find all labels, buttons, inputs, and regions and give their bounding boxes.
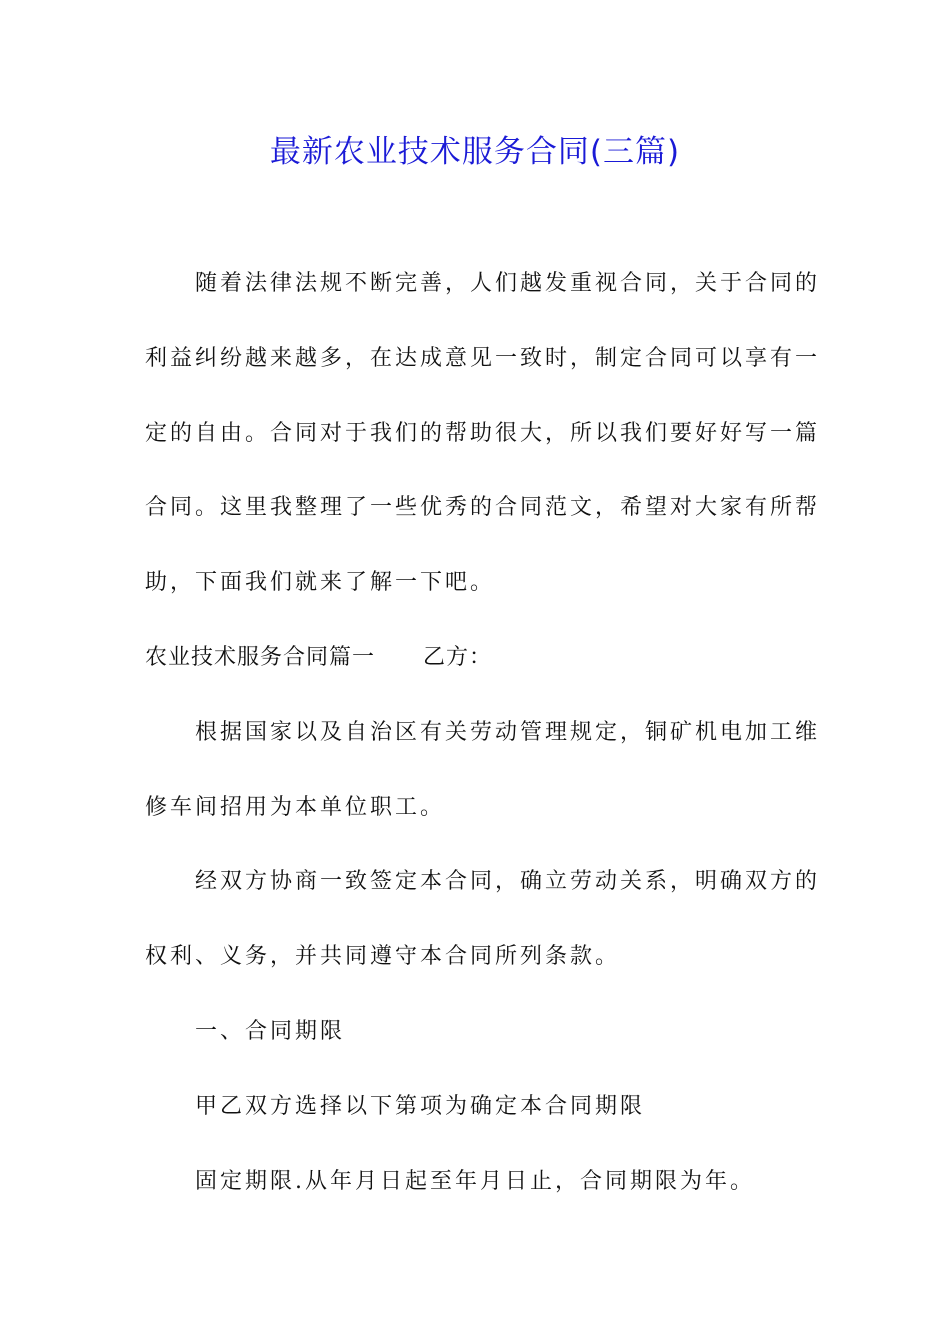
clause-1-intro-paragraph	[145, 1088, 807, 1125]
clause-1-item: 固定期限.从年月日起至年月日止，合同期限为年。	[195, 1168, 755, 1194]
clause-1-intro: 甲乙双方选择以下第项为确定本合同期限	[195, 1093, 646, 1119]
party-b-label: 乙方：	[423, 644, 493, 670]
paragraph-2-line-2: 权利、义务，并共同遵守本合同所列条款。	[145, 944, 621, 970]
clause-1-heading-paragraph	[145, 1013, 807, 1050]
paragraph-1-line-1: 根据国家以及自治区有关劳动管理规定，铜矿机电加工维	[195, 719, 821, 745]
clause-1-heading: 一、合同期限	[195, 1018, 346, 1044]
paragraph-1-line-2: 修车间招用为本单位职工。	[145, 794, 446, 820]
paragraph-2	[145, 863, 821, 975]
intro-line-4: 合同。这里我整理了一些优秀的合同范文，希望对大家有所帮	[145, 495, 821, 521]
clause-1-item-paragraph	[145, 1163, 807, 1200]
intro-line-3: 定的自由。合同对于我们的帮助很大，所以我们要好好写一篇	[145, 420, 821, 446]
intro-paragraph	[145, 265, 821, 602]
section-heading-row	[145, 639, 807, 676]
paragraph-2-line-1: 经双方协商一致签定本合同，确立劳动关系，明确双方的	[195, 869, 821, 895]
paragraph-1	[145, 714, 821, 826]
document-body	[145, 265, 821, 1200]
intro-line-1: 随着法律法规不断完善，人们越发重视合同，关于合同的	[195, 271, 821, 296]
document-title: 最新农业技术服务合同(三篇)	[269, 134, 681, 170]
intro-line-2: 利益纠纷越来越多，在达成意见一致时，制定合同可以享有一	[145, 345, 821, 371]
section-heading: 农业技术服务合同篇一	[145, 644, 376, 670]
intro-line-5: 助，下面我们就来了解一下吧。	[145, 570, 496, 596]
